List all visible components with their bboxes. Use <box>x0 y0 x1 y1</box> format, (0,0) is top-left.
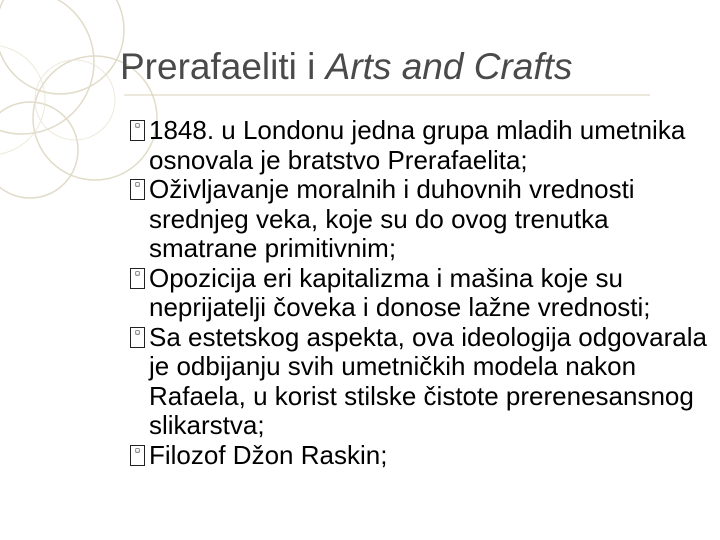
missing-glyph-box-icon: ▫ <box>130 179 145 200</box>
title-prefix: Prerafaeliti i <box>120 46 326 87</box>
bullet-item <box>130 441 710 471</box>
bullet-item <box>130 323 710 441</box>
slide-title <box>120 46 572 88</box>
missing-glyph-box-icon: ▫ <box>130 268 145 289</box>
bullet-list <box>130 116 710 470</box>
bullet-text: Opozicija eri kapitalizma i mašina koje su neprijatelji čoveka i donose lažne vrednosti; <box>149 262 651 322</box>
bullet-item <box>130 175 710 264</box>
bullet-text: Sa estetskog aspekta, ova ideologija odgovarala je odbijanju svih umetničkih modela nakon Rafaela, u korist stilske čistote prerenesansnog slikarstva; <box>149 321 707 440</box>
bullet-text: Oživljavanje moralnih i duhovnih vrednosti srednjeg veka, koje su do ovog trenutka smatrane primitivnim; <box>149 174 635 263</box>
title-italic: Arts and Crafts <box>325 46 573 87</box>
bullet-text: 1848. u Londonu jedna grupa mladih umetnika osnovala je bratstvo Prerafaelita; <box>149 115 686 175</box>
bullet-item <box>130 264 710 323</box>
missing-glyph-box-icon: ▫ <box>130 120 145 141</box>
missing-glyph-box-icon: ▫ <box>130 445 145 466</box>
missing-glyph-box-icon: ▫ <box>130 327 145 348</box>
bullet-text: Filozof Džon Raskin; <box>149 439 388 470</box>
bullet-item <box>130 116 710 175</box>
